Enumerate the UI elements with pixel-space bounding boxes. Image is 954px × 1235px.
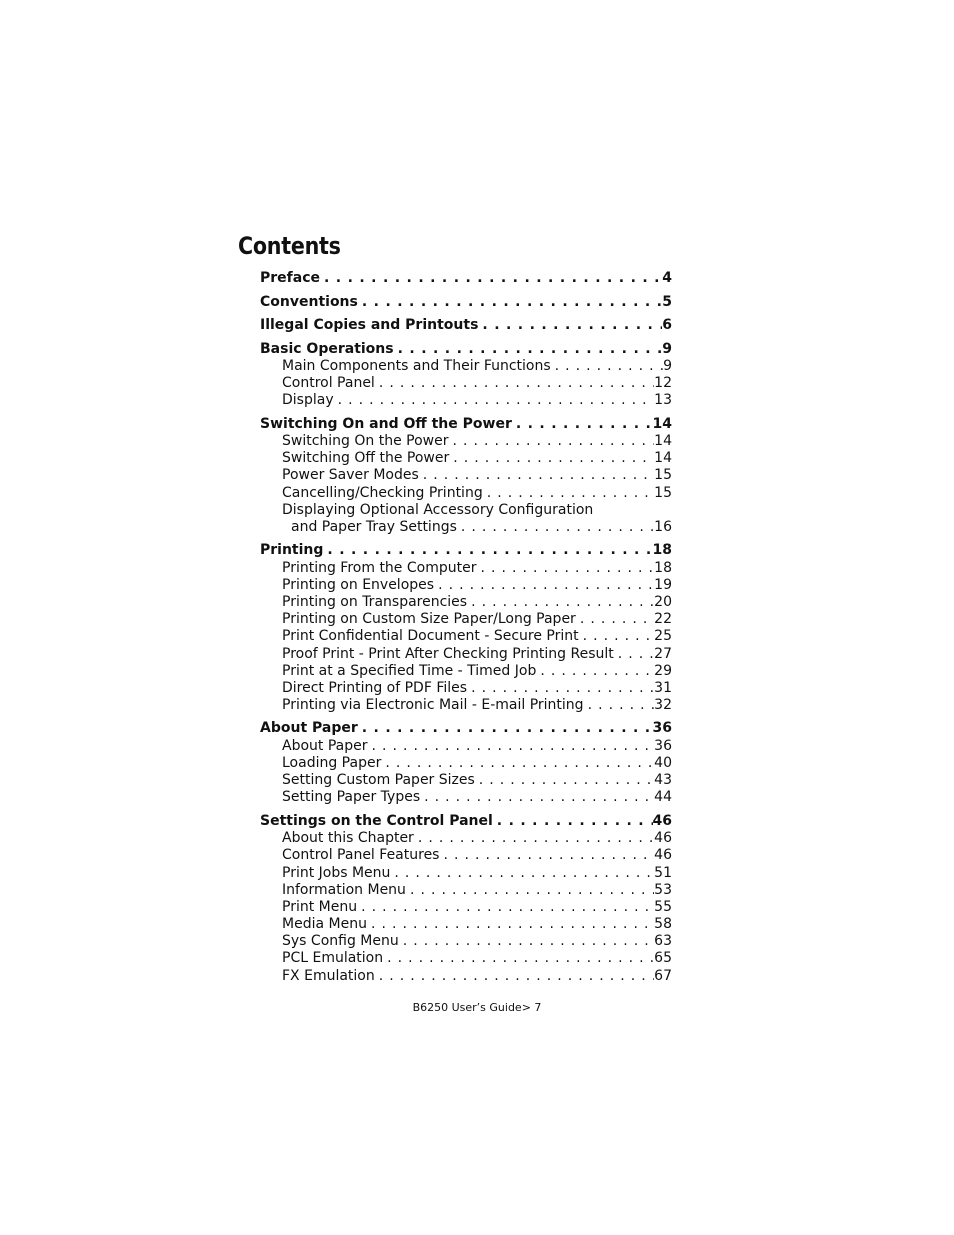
dot-leader (334, 392, 655, 409)
toc-subentry-label: Control Panel Features (282, 847, 440, 864)
toc-subentry-label: Switching On the Power (282, 433, 449, 450)
toc-subentry-page-number: 12 (654, 375, 672, 392)
toc-subentry-label: Cancelling/Checking Printing (282, 484, 483, 501)
dot-leader (406, 882, 654, 899)
toc-section-heading[interactable] (260, 813, 672, 831)
dot-leader (434, 577, 654, 594)
toc-section-heading-label: Conventions (260, 293, 358, 310)
toc-subentry-page-number: 29 (654, 662, 672, 679)
toc-subentry[interactable] (260, 502, 672, 519)
toc-subentry-page-number: 19 (654, 576, 672, 593)
toc-section-heading-label: Settings on the Control Panel (260, 812, 493, 829)
toc-section (260, 341, 672, 410)
toc-section-heading-page-number: 46 (652, 812, 672, 829)
dot-leader (478, 317, 662, 335)
toc-subentry-page-number: 65 (654, 950, 672, 967)
toc-subentry-page-number: 53 (654, 881, 672, 898)
toc-section-heading-page-number: 36 (652, 720, 672, 737)
toc-section-heading[interactable] (260, 270, 672, 288)
toc-subentry-page-number: 40 (654, 755, 672, 772)
toc-section (260, 270, 672, 288)
dot-leader (414, 830, 654, 847)
toc-subentry[interactable] (260, 680, 672, 697)
toc-subentry-page-number: 25 (654, 628, 672, 645)
toc-subentry-page-number: 15 (654, 467, 672, 484)
toc-subentry-continuation[interactable] (260, 519, 672, 536)
toc-section-heading[interactable] (260, 341, 672, 359)
dot-leader (476, 560, 654, 577)
toc-subentry[interactable] (260, 865, 672, 882)
toc-subentry[interactable] (260, 950, 672, 967)
toc-subentry-label: Display (282, 392, 334, 409)
toc-subentry-label: Power Saver Modes (282, 467, 419, 484)
dot-leader (579, 628, 655, 645)
toc-subentry-label: Printing From the Computer (282, 559, 477, 576)
toc-subentry[interactable] (260, 611, 672, 628)
toc-subentry-page-number: 36 (654, 737, 672, 754)
table-of-contents (260, 270, 672, 991)
toc-section-heading-page-number: 14 (652, 415, 672, 432)
toc-section-heading-label: Basic Operations (260, 340, 394, 357)
dot-leader (399, 933, 654, 950)
dot-leader (475, 772, 654, 789)
dot-leader (483, 485, 654, 502)
dot-leader (419, 467, 654, 484)
toc-subentry-label: Switching Off the Power (282, 450, 450, 467)
dot-leader (368, 738, 655, 755)
toc-subentry-label: Proof Print - Print After Checking Printing Result (282, 645, 614, 662)
dot-leader (358, 294, 662, 312)
toc-subentry-page-number: 18 (654, 559, 672, 576)
toc-section (260, 317, 672, 335)
toc-section-heading[interactable] (260, 542, 672, 560)
toc-section-heading-label: About Paper (260, 720, 358, 737)
toc-subentry-label: Printing on Envelopes (282, 576, 435, 593)
toc-subentry-page-number: 63 (654, 933, 672, 950)
toc-subentry-label: Setting Custom Paper Sizes (282, 772, 475, 789)
toc-section (260, 416, 672, 537)
toc-subentry[interactable] (260, 738, 672, 755)
toc-section (260, 720, 672, 806)
toc-subentry-label: Media Menu (282, 916, 367, 933)
toc-subentry[interactable] (260, 830, 672, 847)
toc-subentry[interactable] (260, 358, 672, 375)
toc-subentry-label: Print at a Specified Time - Timed Job (282, 662, 537, 679)
toc-subentry-label: FX Emulation (282, 967, 375, 984)
toc-subentry[interactable] (260, 916, 672, 933)
toc-subentry[interactable] (260, 847, 672, 864)
dot-leader (367, 916, 654, 933)
toc-section-heading-page-number: 9 (662, 340, 672, 357)
toc-subentry-label: About Paper (282, 737, 368, 754)
toc-subentry[interactable] (260, 467, 672, 484)
toc-section (260, 294, 672, 312)
toc-subentry-label: Printing on Custom Size Paper/Long Paper (282, 611, 576, 628)
toc-section-heading[interactable] (260, 317, 672, 335)
toc-subentry[interactable] (260, 663, 672, 680)
toc-subentry-label: Information Menu (282, 881, 406, 898)
dot-leader (439, 847, 654, 864)
toc-subentry[interactable] (260, 755, 672, 772)
toc-section-heading[interactable] (260, 416, 672, 434)
toc-subentry[interactable] (260, 772, 672, 789)
toc-subentry-page-number: 46 (654, 830, 672, 847)
toc-section (260, 813, 672, 985)
toc-subentry[interactable] (260, 560, 672, 577)
toc-subentry-page-number: 51 (654, 864, 672, 881)
toc-section-heading-page-number: 18 (652, 542, 672, 559)
dot-leader (320, 270, 662, 288)
toc-subentry-continuation-label: and Paper Tray Settings (291, 519, 457, 535)
toc-subentry-page-number: 44 (654, 789, 672, 806)
dot-leader (375, 375, 654, 392)
toc-subentry[interactable] (260, 646, 672, 663)
dot-leader (614, 646, 654, 663)
toc-subentry[interactable] (260, 577, 672, 594)
toc-subentry-label: Print Menu (282, 898, 358, 915)
dot-leader (375, 968, 654, 985)
toc-section-heading-label: Illegal Copies and Printouts (260, 317, 479, 333)
toc-subentry[interactable] (260, 968, 672, 985)
dot-leader (551, 358, 663, 375)
toc-subentry-page-number: 58 (654, 916, 672, 933)
dot-leader (390, 865, 654, 882)
toc-section-heading-page-number: 5 (662, 293, 672, 310)
dot-leader (357, 899, 654, 916)
dot-leader (584, 697, 655, 714)
toc-section-heading-page-number: 4 (662, 270, 672, 286)
toc-subentry-label: Printing on Transparencies (282, 594, 468, 611)
toc-subentry[interactable] (260, 392, 672, 409)
toc-subentry-label: Printing via Electronic Mail - E-mail Printing (282, 697, 584, 714)
toc-subentry-page-number: 15 (654, 484, 672, 501)
toc-subentry-page-number: 67 (654, 967, 672, 984)
toc-subentry[interactable] (260, 433, 672, 450)
dot-leader (358, 720, 653, 738)
toc-subentry-label: Direct Printing of PDF Files (282, 680, 468, 696)
toc-subentry-page-number: 14 (654, 433, 672, 450)
toc-subentry-label: Control Panel (282, 375, 375, 392)
toc-subentry-label: About this Chapter (282, 830, 414, 847)
toc-subentry[interactable] (260, 789, 672, 806)
toc-section-heading-label: Printing (260, 542, 324, 559)
toc-subentry[interactable] (260, 628, 672, 645)
toc-subentry-page-number: 13 (654, 392, 672, 409)
toc-subentry-page-number: 9 (663, 358, 672, 374)
toc-subentry-page-number: 20 (654, 594, 672, 611)
toc-section-heading[interactable] (260, 720, 672, 738)
toc-section (260, 542, 672, 714)
dot-leader (381, 755, 654, 772)
toc-subentry-label: Sys Config Menu (282, 933, 399, 950)
toc-subentry-label: Print Jobs Menu (282, 864, 391, 881)
toc-subentry-label: PCL Emulation (282, 950, 384, 967)
dot-leader (576, 611, 654, 628)
toc-subentry-continuation-page-number: 16 (654, 519, 672, 535)
toc-subentry-label: Main Components and Their Functions (282, 358, 551, 374)
dot-leader (536, 663, 654, 680)
toc-subentry[interactable] (260, 485, 672, 502)
dot-leader (467, 680, 654, 697)
toc-subentry[interactable] (260, 899, 672, 916)
toc-section-heading-page-number: 6 (662, 317, 672, 333)
toc-subentry-page-number: 31 (654, 680, 672, 696)
toc-subentry-label: Displaying Optional Accessory Configuration (282, 501, 594, 518)
toc-section-heading-label: Preface (260, 270, 320, 286)
toc-subentry-page-number: 55 (654, 898, 672, 915)
toc-subentry-page-number: 22 (654, 611, 672, 628)
dot-leader (467, 594, 654, 611)
toc-section-heading-label: Switching On and Off the Power (260, 415, 512, 432)
dot-leader (493, 813, 653, 831)
dot-leader (383, 950, 654, 967)
dot-leader (420, 789, 654, 806)
toc-subentry[interactable] (260, 594, 672, 611)
page-footer: B6250 User’s Guide> 7 (412, 1001, 542, 1014)
dot-leader (323, 542, 652, 560)
toc-subentry[interactable] (260, 697, 672, 714)
dot-leader (512, 416, 653, 434)
dot-leader (457, 519, 654, 536)
toc-subentry-label: Print Confidential Document - Secure Print (282, 628, 579, 645)
dot-leader (394, 341, 663, 359)
toc-subentry-page-number: 32 (654, 697, 672, 714)
toc-subentry[interactable] (260, 450, 672, 467)
toc-subentry-label: Setting Paper Types (282, 789, 421, 806)
toc-subentry-page-number: 46 (654, 847, 672, 864)
page-title: Contents (238, 232, 341, 260)
toc-subentry-page-number: 43 (654, 772, 672, 789)
toc-subentry-page-number: 27 (654, 645, 672, 662)
toc-section-heading[interactable] (260, 294, 672, 312)
toc-subentry[interactable] (260, 375, 672, 392)
dot-leader (448, 433, 654, 450)
toc-subentry-label: Loading Paper (282, 755, 382, 772)
toc-subentry[interactable] (260, 882, 672, 899)
dot-leader (449, 450, 654, 467)
toc-subentry-page-number: 14 (654, 450, 672, 467)
toc-subentry[interactable] (260, 933, 672, 950)
